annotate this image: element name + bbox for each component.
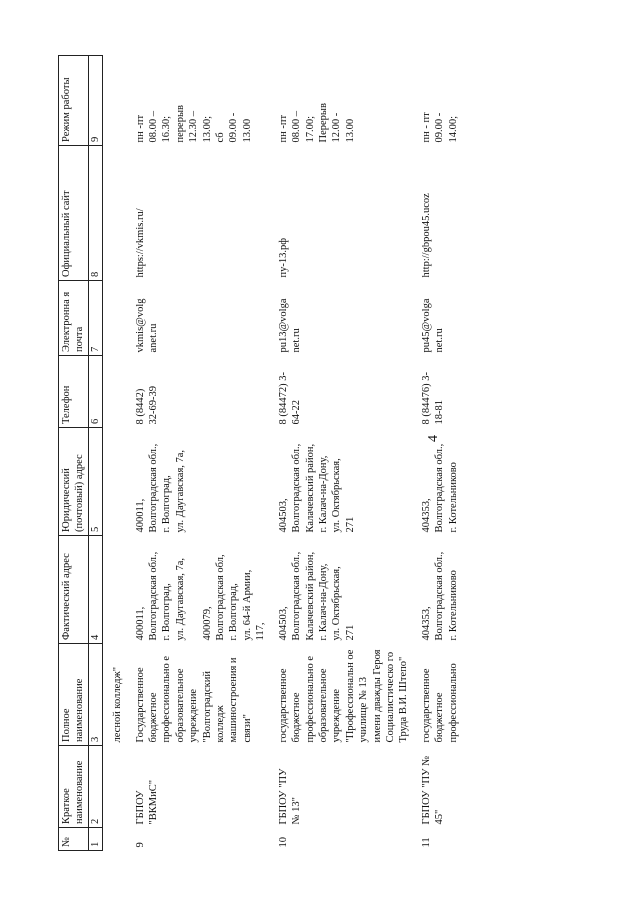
table-row — [412, 56, 461, 851]
legal-address: 400011, Волгоградская обл., г. Волгоград, ул. Даугавская, 7а, — [134, 443, 186, 533]
column-index: 1 — [88, 828, 102, 851]
header-hours: Режим работы — [59, 56, 89, 146]
column-index: 6 — [88, 356, 102, 428]
email: pu13@volga net.ru — [277, 298, 303, 353]
hours: пн -пт 08.00 – 17.00; Перерыв 12.00 - 13.00 — [277, 103, 356, 143]
header-legal-address: Юридический (почтовый) адрес — [59, 428, 89, 536]
hours: пн -пт 08.00 – 16.30; перерыв 12.30 – 13.00; сб 09.00 - 13.00 — [134, 105, 253, 143]
header-site: Официальный сайт — [59, 146, 89, 281]
phone: 8 (84476) 3- 18-81 — [420, 372, 446, 425]
full-name: государственное бюджетное профессионально е образовательное учреждение "Профессиональн ое училище № 13 имени дважды Героя Социалистическо го Труда В.И. Штепо" — [277, 649, 410, 743]
actual-address: 404503, Волгоградская обл., Калачевский район, г. Калач-на-Дону, ул. Октябрьская, 271 — [277, 551, 356, 641]
header-short-name: Краткое наименование — [59, 746, 89, 828]
full-name: государственное бюджетное профессионально — [420, 663, 459, 743]
column-index: 3 — [88, 644, 102, 746]
header-email: Электронна я почта — [59, 281, 89, 356]
column-index: 4 — [88, 536, 102, 644]
legal-address: 404503, Волгоградская обл., Калачевский район, г. Калач-на-Дону, ул. Октябрьская, 271 — [277, 443, 356, 533]
full-name: Государственное бюджетное профессионально е образовательное учреждение "Волгоградский колледж машиностроения и связи" — [134, 655, 253, 743]
actual-address: 400011, Волгоградская обл., г. Волгоград, ул. Даугавская, 7а, 400079, Волгоградская обл, г. Волгоград, ул. 64-й Армии, 117, — [134, 551, 267, 641]
carryover-row — [103, 56, 126, 851]
site: https://vkmis.ru/ — [134, 208, 146, 278]
row-number: 11 — [420, 837, 432, 848]
header-num: № — [59, 828, 89, 851]
short-name: ГБПОУ "ВКМиС" — [134, 779, 160, 825]
page-number: 4 — [426, 435, 441, 442]
site: http://gbpou45.ucoz — [420, 193, 432, 278]
column-index: 5 — [88, 428, 102, 536]
legal-address: 404353, Волгоградская обл., г. Котельниково — [420, 443, 459, 533]
table-row — [126, 56, 269, 851]
site: пу-13.рф — [277, 237, 289, 278]
carryover-text: лесной колледж" — [112, 667, 124, 743]
header-actual-address: Фактический адрес — [59, 536, 89, 644]
header-row — [59, 56, 89, 851]
header-phone: Телефон — [59, 356, 89, 428]
column-index: 2 — [88, 746, 102, 828]
email: vkmis@volg anet.ru — [134, 298, 160, 353]
rotated-table-wrapper — [58, 56, 636, 851]
hours: пн - пт 09.00 - 14.00; — [420, 112, 459, 143]
column-index: 9 — [88, 56, 102, 146]
row-number: 10 — [277, 837, 289, 848]
short-name: ГБПОУ "ПУ № 45" — [420, 755, 446, 825]
organizations-table — [58, 55, 461, 851]
phone: 8 (84472) 3- 64-22 — [277, 372, 303, 425]
row-number: 9 — [134, 842, 146, 848]
column-index: 7 — [88, 281, 102, 356]
column-index-row — [88, 56, 102, 851]
phone: 8 (8442) 32-69-39 — [134, 386, 160, 425]
table-row — [269, 56, 412, 851]
actual-address: 404353, Волгоградская обл., г. Котельниково — [420, 551, 459, 641]
column-index: 8 — [88, 146, 102, 281]
email: pu45@volga net.ru — [420, 298, 446, 353]
header-full-name: Полное наименование — [59, 644, 89, 746]
short-name: ГБПОУ "ПУ № 13" — [277, 768, 303, 825]
